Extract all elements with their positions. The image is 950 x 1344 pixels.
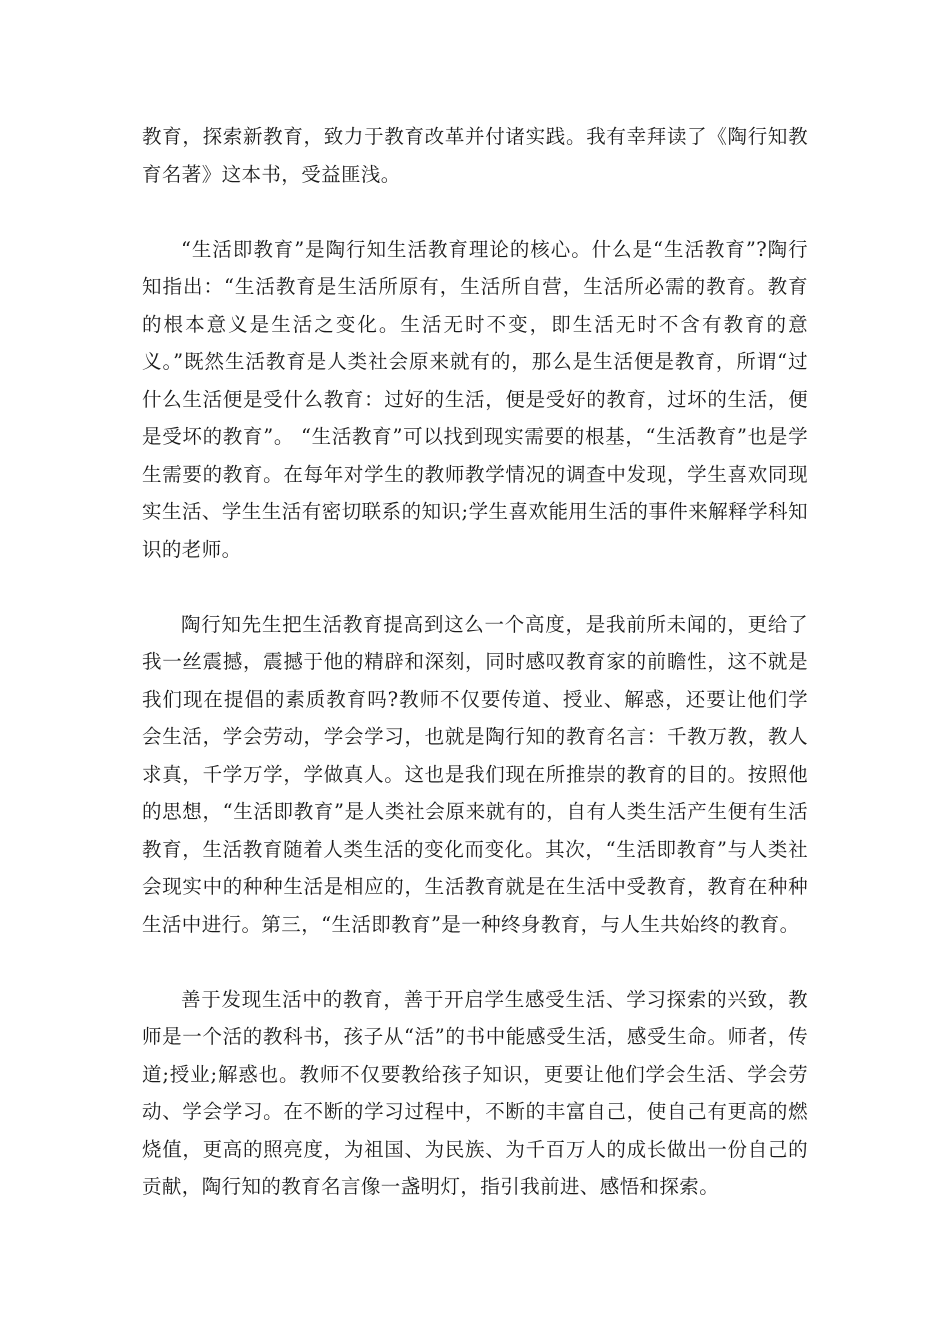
paragraph-2: “生活即教育”是陶行知生活教育理论的核心。什么是“生活教育”?陶行知指出：“生活教育是生活所原有，生活所自营，生活所必需的教育。教育的根本意义是生活之变化。生活无时不变，即生活无时不含有教育的意义。”既然生活教育是人类社会原来就有的，那么是生活便是教育，所谓“过什么生活便是受什么教育：过好的生活，便是受好的教育，过坏的生活，便是受坏的教育”。 “生活教育”可以找到现实需要的根基，“生活教育”也是学生需要的教育。在每年对学生的教师教学情况的调查中发现，学生喜欢同现实生活、学生生活有密切联系的知识;学生喜欢能用生活的事件来解释学科知识的老师。 <box>142 237 808 561</box>
document-body <box>142 118 808 1206</box>
paragraph-4: 善于发现生活中的教育，善于开启学生感受生活、学习探索的兴致，教师是一个活的教科书，孩子从“活”的书中能感受生活，感受生命。师者，传道;授业;解惑也。教师不仅要教给孩子知识，更要让他们学会生活、学会劳动、学会学习。在不断的学习过程中，不断的丰富自己，使自己有更高的燃烧值，更高的照亮度，为祖国、为民族、为千百万人的成长做出一份自己的贡献，陶行知的教育名言像一盏明灯，指引我前进、感悟和探索。 <box>142 987 808 1198</box>
paragraph-1: 教育，探索新教育，致力于教育改革并付诸实践。我有幸拜读了《陶行知教育名著》这本书，受益匪浅。 <box>142 125 808 186</box>
paragraph-3: 陶行知先生把生活教育提高到这么一个高度，是我前所未闻的，更给了我一丝震撼，震撼于他的精辟和深刻，同时感叹教育家的前瞻性，这不就是我们现在提倡的素质教育吗?教师不仅要传道、授业、解惑，还要让他们学会生活，学会劳动，学会学习，也就是陶行知的教育名言：千教万教，教人求真，千学万学，学做真人。这也是我们现在所推崇的教育的目的。按照他的思想，“生活即教育”是人类社会原来就有的，自有人类生活产生便有生活教育，生活教育随着人类生活的变化而变化。其次，“生活即教育”与人类社会现实中的种种生活是相应的，生活教育就是在生活中受教育，教育在种种生活中进行。第三，“生活即教育”是一种终身教育，与人生共始终的教育。 <box>142 612 808 936</box>
